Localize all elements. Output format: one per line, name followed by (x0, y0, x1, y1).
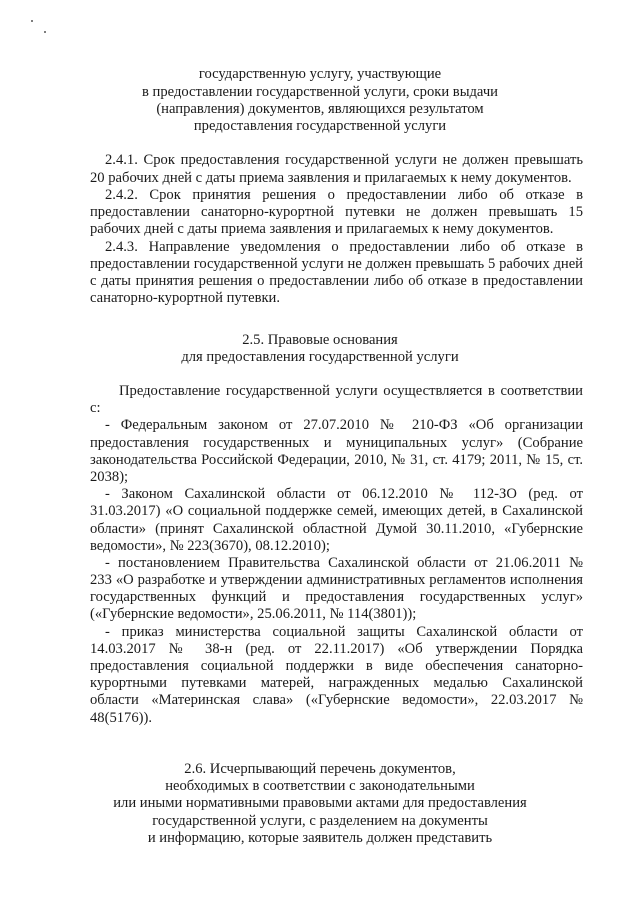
text-line: предоставлении государственной услуги не должен превышать 5 рабочих дней (90, 256, 583, 272)
text-line: курортными путевками матерей, награжденных медалью Сахалинской (90, 675, 583, 691)
text-line: предоставления государственных и муниципальных услуг» (Собрание (90, 435, 583, 451)
text-line: («Губернские ведомости», 25.06.2011, № 114(3801)); (90, 606, 417, 622)
heading-line: в предоставлении государственной услуги, сроки выдачи (142, 84, 498, 100)
heading-line: государственной услуги, с разделением на документы (152, 813, 488, 829)
text-line: области» (принят Сахалинской областной Думой 30.11.2010, «Губернские (90, 521, 583, 537)
scan-speck (31, 20, 33, 22)
text-line: 20 рабочих дней с даты приема заявления и прилагаемых к нему документов. (90, 170, 572, 186)
heading-line: или иными нормативными правовыми актами для предоставления (113, 795, 527, 811)
scan-speck (44, 31, 46, 33)
text-line: предоставлении санаторно-курортной путевки не должен превышать 15 (90, 204, 583, 220)
text-line: предоставления социальной поддержки в виде обеспечения санаторно- (90, 658, 583, 674)
text-line: 2.4.1. Срок предоставления государственной услуги не должен превышать (105, 152, 583, 168)
text-line: 2.4.3. Направление уведомления о предоставлении либо об отказе в (105, 239, 583, 255)
text-line: санаторно-курортной путевки. (90, 290, 281, 306)
text-line: 2038); (90, 469, 129, 485)
text-line: - Законом Сахалинской области от 06.12.2010 № 112-ЗО (ред. от (105, 486, 583, 502)
text-line: - постановлением Правительства Сахалинской области от 21.06.2011 № (105, 555, 583, 571)
heading-line: (направления) документов, являющихся результатом (156, 101, 484, 117)
heading-line: и информацию, которые заявитель должен представить (147, 830, 493, 846)
text-line: 48(5176)). (90, 710, 153, 726)
heading-line: государственную услугу, участвующие (198, 66, 442, 82)
heading-line: 2.5. Правовые основания (242, 332, 398, 348)
text-line: Предоставление государственной услуги осуществляется в соответствии (119, 383, 583, 399)
heading-line: предоставления государственной услуги (193, 118, 447, 134)
text-line: 31.03.2017) «О социальной поддержке семей, имеющих детей, в Сахалинской (90, 503, 583, 519)
text-line: рабочих дней с даты приема заявления и прилагаемых к нему документов. (90, 221, 554, 237)
text-line: 233 «О разработке и утверждении административных регламентов исполнения (90, 572, 583, 588)
text-line: 2.4.2. Срок принятия решения о предоставлении либо об отказе в (105, 187, 583, 203)
text-line: - приказ министерства социальной защиты Сахалинской области от (105, 624, 583, 640)
text-line: с: (90, 400, 101, 416)
text-line: государственных функций и предоставления государственных услуг» (90, 589, 583, 605)
text-line: 14.03.2017 № 38-н (ред. от 22.11.2017) «Об утверждении Порядка (90, 641, 583, 657)
text-line: области «Материнская слава» («Губернские ведомости», 22.03.2017 № (90, 692, 583, 708)
text-line: законодательства Российской Федерации, 2010, № 31, ст. 4179; 2011, № 15, ст. (90, 452, 583, 468)
text-line: с даты принятия решения о предоставлении либо об отказе в предоставлении (90, 273, 583, 289)
text-line: - Федеральным законом от 27.07.2010 № 210-ФЗ «Об организации (105, 417, 583, 433)
heading-line: необходимых в соответствии с законодательными (165, 778, 475, 794)
heading-line: для предоставления государственной услуги (181, 349, 459, 365)
text-line: ведомости», № 223(3670), 08.12.2010); (90, 538, 330, 554)
heading-line: 2.6. Исчерпывающий перечень документов, (184, 761, 456, 777)
